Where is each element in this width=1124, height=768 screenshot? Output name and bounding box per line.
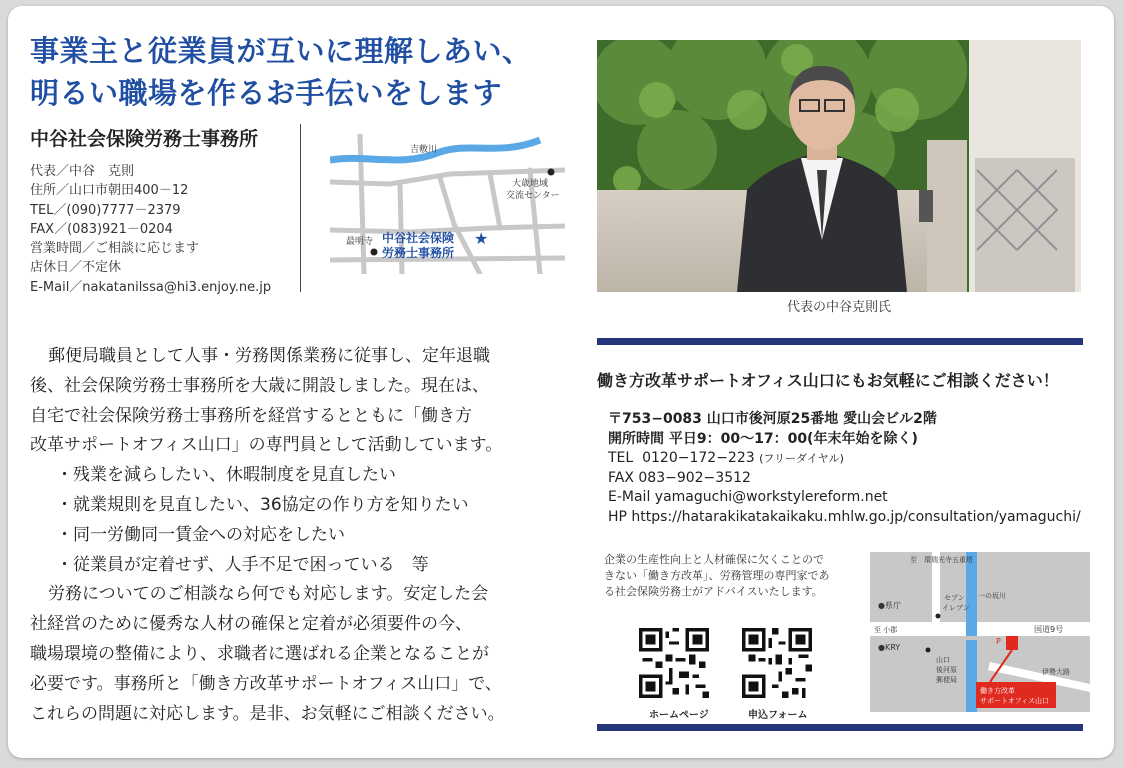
star-icon: ★ xyxy=(474,229,489,248)
headline-line-2: 明るい職場を作るお手伝いをします xyxy=(30,76,503,110)
info-fax: FAX／(083)921－0204 xyxy=(30,221,173,237)
map2-label-kozuka: 至 小郡 xyxy=(874,626,898,634)
map2-label-river: 一の坂川 xyxy=(978,592,1006,600)
body-line: 郵便局職員として人事・労務関係業務に従事し、定年退職 xyxy=(48,346,490,366)
desc-line: きない「働き方改革」、労務管理の専門家であ xyxy=(604,569,830,582)
support-contact xyxy=(608,410,1081,528)
support-fax: FAX 083−902−3512 xyxy=(608,469,751,486)
tel-label: TEL xyxy=(608,450,634,467)
tel-value: 0120−172−223 xyxy=(642,450,755,467)
seven-marker xyxy=(936,614,941,619)
support-address: 〒753−0083 山口市後河原25番地 愛山会ビル2階 xyxy=(608,411,937,427)
map-office-label-2: 労務士事務所 xyxy=(382,246,455,260)
bullet-item: ・就業規則を見直したい、36協定の作り方を知りたい xyxy=(56,494,469,515)
map-label-center-2: 交流センター xyxy=(506,191,560,201)
desc-line: 企業の生産性向上と人材確保に欠くことので xyxy=(604,553,824,566)
band-top xyxy=(597,338,1083,345)
support-hp[interactable]: HP https://hatarakikatakaikaku.mhlw.go.jp/consultation/yamaguchi/ xyxy=(608,508,1081,525)
body-line: 必要です。事務所と「働き方改革サポートオフィス山口」で、 xyxy=(30,673,502,694)
map2-label-post-3: 郵便局 xyxy=(936,676,957,684)
form-qr-icon[interactable] xyxy=(742,628,812,698)
tel-note: (フリーダイヤル) xyxy=(759,452,844,466)
flyer-card xyxy=(8,6,1114,758)
headline-line-1: 事業主と従業員が互いに理解しあい、 xyxy=(30,34,532,68)
divider xyxy=(300,124,301,292)
support-email[interactable]: E-Mail yamaguchi@workstylereform.net xyxy=(608,489,888,506)
body-line: 社経営のために優秀な人材の確保と定着が必須要件の今、 xyxy=(30,614,472,635)
map-label-temple: 最明寺 xyxy=(346,237,374,247)
body-line: 労務についてのご相談なら何でも対応します。安定した会 xyxy=(48,584,489,605)
map2-label-prefecture: ●県庁 xyxy=(878,601,901,610)
bullet-item: ・残業を減らしたい、休暇制度を見直したい xyxy=(56,465,396,486)
info-email: E-Mail／nakatanilssa@hi3.enjoy.ne.jp xyxy=(30,279,272,295)
map2-label-seven-2: イレブン xyxy=(942,604,970,612)
map-office-label-1: 中谷社会保険 xyxy=(382,231,455,245)
body-line: 後、社会保険労務士事務所を大歳に開設しました。現在は、 xyxy=(30,375,489,396)
support-hours: 開所時間 平日9：00～17：00(年末年始を除く) xyxy=(608,430,918,447)
body-line: 改革サポートオフィス山口」の専門員として活動しています。 xyxy=(30,435,503,456)
support-title: 働き方改革サポートオフィス山口にもお気軽にご相談ください！ xyxy=(597,371,1059,390)
intercom xyxy=(919,190,933,222)
map-label-center-1: 大歳地域 xyxy=(512,179,549,189)
info-address: 住所／山口市朝田400－12 xyxy=(30,183,189,199)
bullet-item: ・同一労働同一賃金への対応をしたい xyxy=(56,524,345,545)
homepage-qr-label: ホームページ xyxy=(649,710,709,721)
homepage-qr-icon[interactable] xyxy=(639,628,709,698)
map2-office-label-1: 働き方改革 xyxy=(980,687,1015,695)
info-representative: 代表／中谷 克則 xyxy=(30,164,135,179)
map2-parking-label: P xyxy=(996,637,1001,646)
body-line: これらの問題に対応します。是非、お気軽にご相談ください。 xyxy=(30,703,505,724)
photo-caption: 代表の中谷克則氏 xyxy=(786,300,891,315)
body-text xyxy=(30,342,570,729)
map2-label-kry: ●KRY xyxy=(878,643,901,652)
info-tel: TEL／(090)7777－2379 xyxy=(30,202,181,218)
bullet-item: ・従業員が定着せず、人手不足で困っている 等 xyxy=(56,554,429,575)
map2-label-route9: 国道9号 xyxy=(1034,625,1064,634)
info-hours: 営業時間／ご相談に応じます xyxy=(30,241,200,257)
headline xyxy=(30,30,590,114)
map2-label-ring: 至 環瑞光寺五重塔 xyxy=(910,556,973,564)
map2-label-post-2: 後河原 xyxy=(936,666,957,674)
temple-marker xyxy=(371,249,378,256)
center-marker xyxy=(548,169,555,176)
map2-label-post-1: 山口 xyxy=(936,656,950,664)
desc-line: る社会保険労務士がアドバイスいたします。 xyxy=(604,585,823,598)
form-qr-label: 申込フォーム xyxy=(748,710,808,721)
body-line: 職場環境の整備により、求職者に選ばれる企業となることが xyxy=(30,643,489,664)
office-map xyxy=(330,134,565,274)
office-marker xyxy=(1006,636,1018,650)
office-name: 中谷社会保険労務士事務所 xyxy=(30,128,259,150)
support-office-map xyxy=(870,552,1090,712)
portrait-photo xyxy=(597,40,1081,292)
post-marker xyxy=(926,648,931,653)
map-label-river: 吉敷川 xyxy=(410,145,438,155)
info-holiday: 店休日／不定休 xyxy=(30,260,122,276)
map2-label-seven-1: セブン xyxy=(944,594,965,602)
office-info xyxy=(30,162,271,297)
support-tel xyxy=(608,449,1081,469)
map2-label-isezaka: 伊勢大路 xyxy=(1042,668,1070,676)
body-line: 自宅で社会保険労務士事務所を経営するとともに「働き方 xyxy=(30,405,472,426)
support-description xyxy=(604,552,830,600)
band-bottom xyxy=(597,724,1083,731)
map2-office-label-2: サポートオフィス山口 xyxy=(980,697,1050,705)
